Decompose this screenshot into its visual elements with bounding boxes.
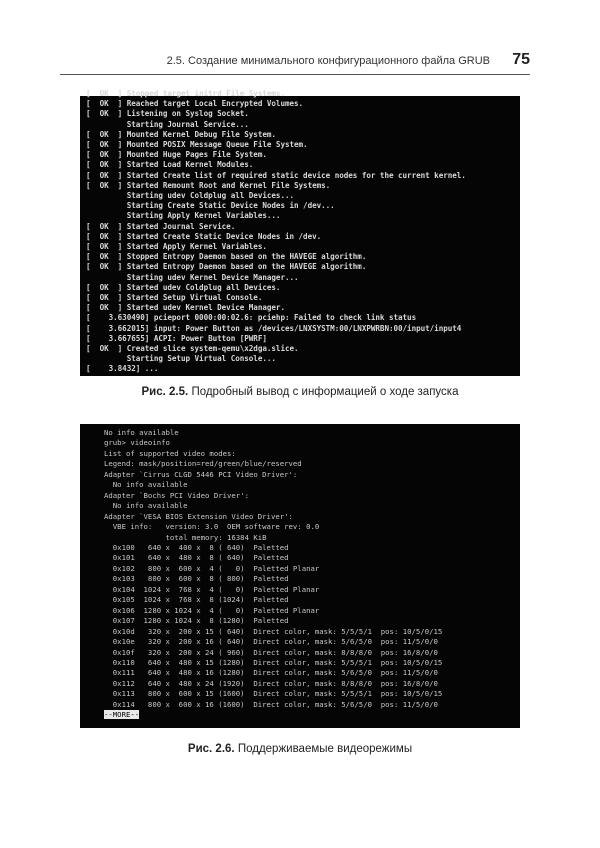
console-line: [ 3.8432] ...: [86, 364, 159, 374]
console-line: [ OK ] Mounted POSIX Message Queue File System.: [86, 140, 308, 150]
console-line: 0x111 640 x 480 x 16 (1280) Direct color, mask: 5/6/5/0 pos: 11/5/0/0: [104, 668, 438, 678]
console-line: [ OK ] Mounted Kernel Debug File System.: [86, 129, 276, 139]
console-line: 0x113 800 x 600 x 15 (1600) Direct color, mask: 5/5/5/1 pos: 10/5/0/15: [104, 689, 443, 699]
console-line: Starting Create Static Device Nodes in /dev...: [86, 201, 335, 211]
console-line: 0x104 1024 x 768 x 4 ( 0) Paletted Planar: [104, 584, 320, 594]
console-line: Starting udev Kernel Device Manager...: [86, 272, 299, 282]
console-line: [ OK ] Started Load Kernel Modules.: [86, 160, 254, 170]
console-line: [ OK ] Stopped Entropy Daemon based on the HAVEGE algorithm.: [86, 252, 367, 262]
console-line: [ OK ] Started Create Static Device Nodes in /dev.: [86, 231, 322, 241]
console-line: Legend: mask/position=red/green/blue/reserved: [104, 459, 302, 469]
console-line: 0x10f 320 x 200 x 24 ( 960) Direct color, mask: 8/8/8/0 pos: 16/8/0/0: [104, 647, 438, 657]
header-rule: [60, 74, 530, 75]
console-line: [ 3.662015] input: Power Button as /devices/LNXSYSTM:00/LNXPWRBN:00/input/input4: [86, 323, 462, 333]
console-line: [ OK ] Started Entropy Daemon based on the HAVEGE algorithm.: [86, 262, 367, 272]
console-line: [ OK ] Reached target Local Encrypted Volumes.: [86, 99, 304, 109]
videoinfo-screenshot: [80, 424, 520, 728]
console-line: grub> videoinfo: [104, 438, 170, 448]
videoinfo-console: [104, 428, 520, 721]
running-head-section-title: 2.5. Создание минимального конфигурационного файла GRUB: [166, 55, 490, 67]
console-line: 0x106 1280 x 1024 x 4 ( 0) Paletted Planar: [104, 605, 320, 615]
figure-2-5-text: Подробный вывод с информацией о ходе запуска: [191, 386, 459, 398]
figure-2-6-text: Поддерживаемые видеорежимы: [237, 743, 413, 755]
boot-log-screenshot: [80, 89, 520, 376]
console-line: 0x10e 320 x 200 x 16 ( 640) Direct color, mask: 5/6/5/0 pos: 11/5/0/0: [104, 637, 438, 647]
console-line: Adapter `Bochs PCI Video Driver':: [104, 490, 249, 500]
console-line: [ OK ] Started udev Kernel Device Manager.: [86, 303, 285, 313]
console-line: 0x10d 320 x 200 x 15 ( 640) Direct color, mask: 5/5/5/1 pos: 10/5/0/15: [104, 626, 443, 636]
console-line: total memory: 16384 KiB: [104, 532, 267, 542]
console-line: Adapter `Cirrus CLGD 5446 PCI Video Driver':: [104, 469, 298, 479]
console-line: [ OK ] Started Journal Service.: [86, 221, 236, 231]
console-line: [ 3.667655] ACPI: Power Button [PWRF]: [86, 333, 267, 343]
console-line: [ OK ] Mounted Huge Pages File System.: [86, 150, 267, 160]
console-line: 0x114 800 x 600 x 16 (1600) Direct color, mask: 5/6/5/0 pos: 11/5/0/0: [104, 699, 438, 709]
page-number: 75: [512, 51, 530, 68]
console-line: 0x105 1024 x 768 x 8 (1024) Paletted: [104, 595, 289, 605]
console-line: [ OK ] Started udev Coldplug all Devices.: [86, 282, 281, 292]
figure-2-5-label: Рис. 2.5.: [141, 386, 189, 398]
figure-2-6-label: Рис. 2.6.: [187, 743, 235, 755]
console-line: No info available: [104, 480, 188, 490]
console-line: 0x103 800 x 600 x 8 ( 800) Paletted: [104, 574, 289, 584]
console-line: List of supported video modes:: [104, 448, 236, 458]
console-line: [ OK ] Listening on Syslog Socket.: [86, 109, 249, 119]
console-line: 0x110 640 x 480 x 15 (1280) Direct color, mask: 5/5/5/1 pos: 10/5/0/15: [104, 657, 443, 667]
console-line: [ 3.630490] pcieport 0000:00:02.6: pciehp: Failed to check link status: [86, 313, 417, 323]
console-line: 0x112 640 x 480 x 24 (1920) Direct color, mask: 8/8/8/0 pos: 16/8/0/0: [104, 678, 438, 688]
more-prompt-line: [104, 710, 520, 720]
figure-2-5-caption: [0, 386, 600, 398]
boot-log-console: [86, 89, 520, 375]
console-line: 0x107 1280 x 1024 x 8 (1280) Paletted: [104, 616, 289, 626]
console-line: Adapter `VESA BIOS Extension Video Driver':: [104, 511, 293, 521]
console-line: [ OK ] Started Apply Kernel Variables.: [86, 242, 267, 252]
console-line: 0x101 640 x 480 x 8 ( 640) Paletted: [104, 553, 289, 563]
page-header: [60, 50, 530, 72]
console-line: Starting udev Coldplug all Devices...: [86, 191, 295, 201]
console-line: 0x100 640 x 400 x 8 ( 640) Paletted: [104, 542, 289, 552]
console-line: [ OK ] Created slice system-qemu\x2dga.slice.: [86, 344, 299, 354]
figure-2-6-caption: [0, 743, 600, 755]
console-line: VBE info: version: 3.0 OEM software rev: 0.0: [104, 522, 320, 532]
console-line: [ OK ] Started Setup Virtual Console.: [86, 293, 263, 303]
more-prompt[interactable]: --MORE--: [104, 710, 140, 720]
console-line: No info available: [104, 428, 179, 437]
console-line: No info available: [104, 501, 188, 511]
console-line: [ OK ] Stopped target initrd File Systems.: [86, 89, 285, 98]
console-line: [ OK ] Started Create list of required static device nodes for the current kernel.: [86, 170, 466, 180]
console-line: 0x102 800 x 600 x 4 ( 0) Paletted Planar: [104, 563, 320, 573]
console-line: Starting Apply Kernel Variables...: [86, 211, 281, 221]
console-line: Starting Setup Virtual Console...: [86, 354, 276, 364]
console-line: [ OK ] Started Remount Root and Kernel File Systems.: [86, 180, 331, 190]
console-line: Starting Journal Service...: [86, 119, 249, 129]
